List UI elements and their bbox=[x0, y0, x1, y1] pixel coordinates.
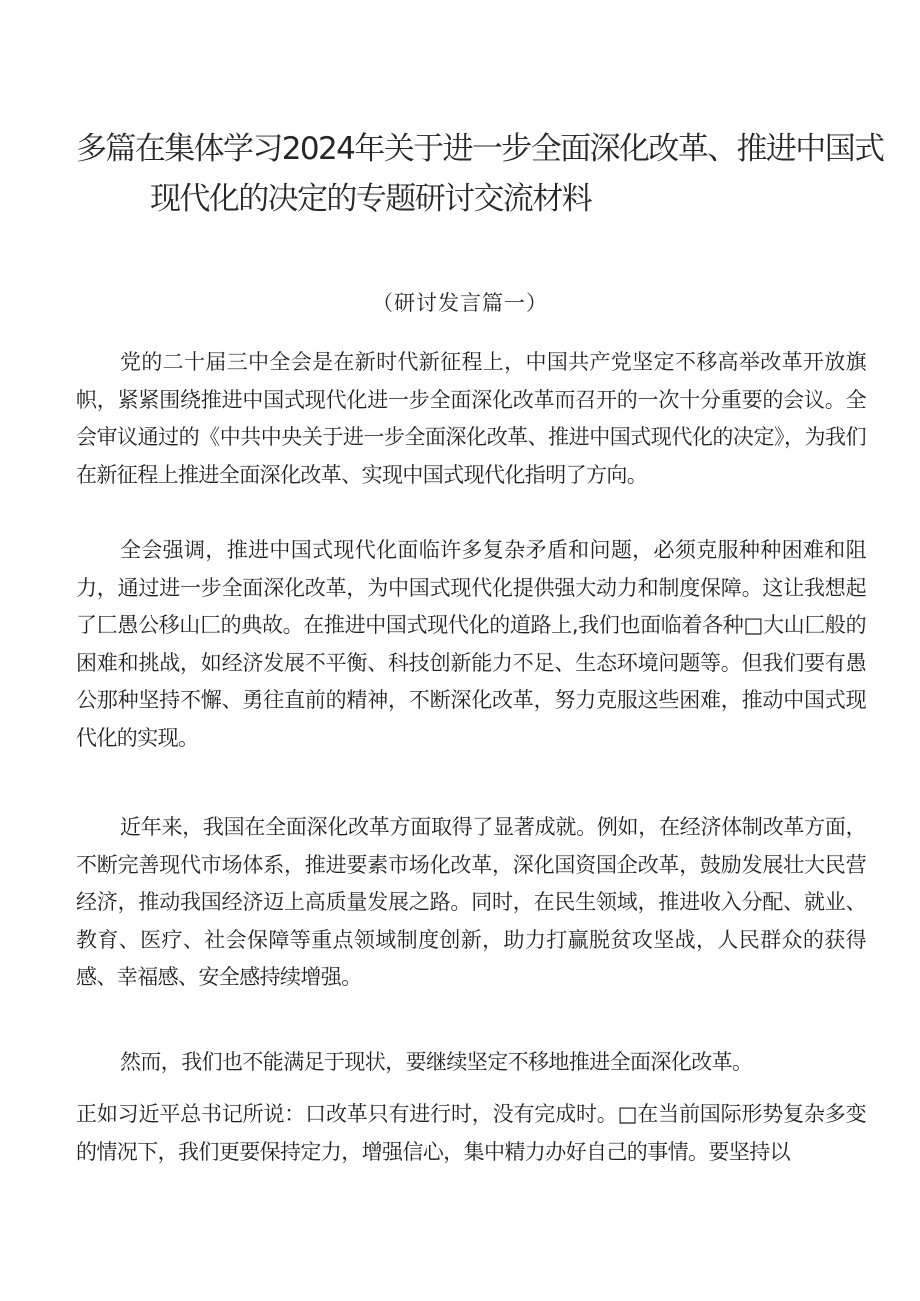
paragraph-5: 正如习近平总书记所说：口改革只有进行时，没有完成时。□在当前国际形势复杂多变的情况下，我们更要保持定力，增强信心，集中精力办好自己的事情。要坚持以 bbox=[76, 1102, 866, 1164]
title-line-1: 多篇在集体学习2024年关于进一步全面深化改革、推进中国式 bbox=[76, 131, 884, 167]
paragraph-3: 近年来，我国在全面深化改革方面取得了显著成就。例如，在经济体制改革方面，不断完善现代市场体系，推进要素市场化改革，深化国资国企改革，鼓励发展壮大民营经济，推动我国经济迈上高质量发展之路。同时，在民生领域，推进收入分配、就业、教育、医疗、社会保障等重点领域制度创新，助力打赢脱贫攻坚战，人民群众的获得感、幸福感、安全感持续增强。 bbox=[76, 815, 866, 989]
title-line-2: 现代化的决定的专题研讨交流材料 bbox=[150, 181, 591, 217]
paragraph-2: 全会强调，推进中国式现代化面临许多复杂矛盾和问题，必须克服种种困难和阻力，通过进一步全面深化改革，为中国式现代化提供强大动力和制度保障。这让我想起了匚愚公移山匚的典故。在推进中国式现代化的道路上,我们也面临着各种□大山匚般的困难和挑战，如经济发展不平衡、科技创新能力不足、生态环境问题等。但我们要有愚公那种坚持不懈、勇往直前的精神，不断深化改革，努力克服这些困难，推动中国式现代化的实现。 bbox=[76, 538, 866, 750]
document-title bbox=[76, 124, 884, 224]
paragraph-4: 然而，我们也不能满足于现状，要继续坚定不移地推进全面深化改革。 bbox=[120, 1050, 753, 1074]
paragraph-1: 党的二十届三中全会是在新时代新征程上，中国共产党坚定不移高举改革开放旗帜，紧紧围绕推进中国式现代化进一步全面深化改革而召开的一次十分重要的会议。全会审议通过的《中共中央关于进一步全面深化改革、推进中国式现代化的决定》，为我们在新征程上推进全面深化改革、实现中国式现代化指明了方向。 bbox=[76, 350, 866, 487]
section-subtitle: （研讨发言篇一） bbox=[372, 291, 548, 315]
